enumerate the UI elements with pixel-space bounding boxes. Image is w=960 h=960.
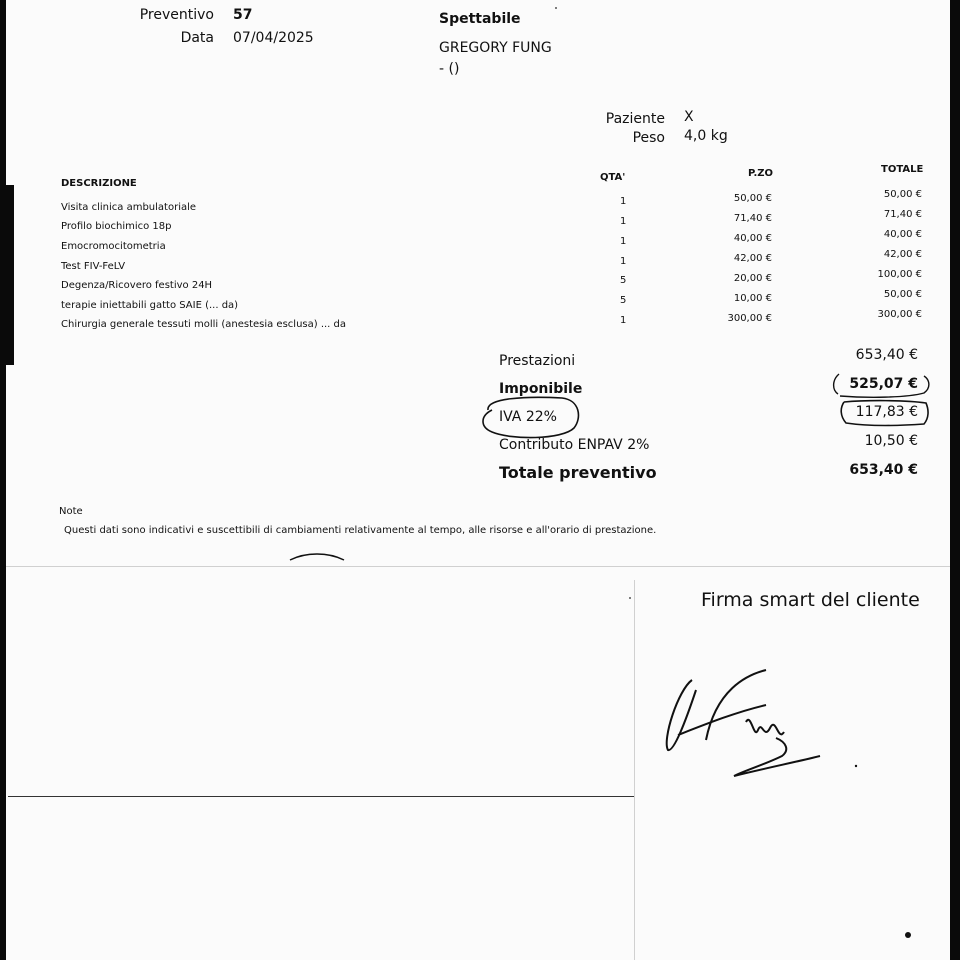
- row-totale: 71,40 €: [883, 209, 922, 220]
- row-pzo: 20,00 €: [733, 273, 772, 284]
- row-description: Profilo biochimico 18p: [61, 221, 172, 232]
- client-extra: - (): [439, 61, 460, 77]
- notes-title: Note: [59, 506, 83, 517]
- row-pzo: 300,00 €: [727, 313, 772, 324]
- scan-specks: [6, 0, 950, 960]
- spettabile-label: Spettabile: [439, 11, 521, 27]
- row-totale: 50,00 €: [883, 289, 922, 300]
- preventivo-label: Preventivo: [139, 7, 214, 23]
- client-name: GREGORY FUNG: [439, 40, 552, 56]
- row-totale: 300,00 €: [877, 309, 922, 320]
- paziente-value: X: [684, 109, 694, 125]
- iva-value: 117,83 €: [855, 404, 918, 420]
- imponibile-label: Imponibile: [499, 381, 583, 397]
- row-totale: 50,00 €: [883, 189, 922, 200]
- col-header-totale: TOTALE: [881, 164, 924, 175]
- row-pzo: 71,40 €: [733, 213, 772, 224]
- row-description: Test FIV-FeLV: [61, 261, 126, 272]
- prestazioni-label: Prestazioni: [499, 353, 576, 369]
- row-pzo: 40,00 €: [733, 233, 772, 244]
- notes-text: Questi dati sono indicativi e suscettibili di cambiamenti relativamente al tempo, alle risorse e all'orario di prestazione.: [64, 525, 657, 536]
- row-qta: 5: [620, 275, 627, 286]
- quote-document: [6, 0, 950, 960]
- row-pzo: 50,00 €: [733, 193, 772, 204]
- data-value: 07/04/2025: [233, 30, 314, 46]
- row-totale: 40,00 €: [883, 229, 922, 240]
- col-header-descrizione: DESCRIZIONE: [61, 178, 137, 189]
- row-description: Visita clinica ambulatoriale: [61, 202, 197, 213]
- preventivo-number: 57: [233, 7, 253, 23]
- row-qta: 5: [620, 295, 627, 306]
- totale-value: 653,40 €: [849, 462, 918, 478]
- totale-label: Totale preventivo: [499, 463, 657, 482]
- iva-label: IVA 22%: [499, 409, 557, 425]
- imponibile-value: 525,07 €: [849, 376, 918, 392]
- row-description: Emocromocitometria: [61, 241, 166, 252]
- row-totale: 100,00 €: [877, 269, 922, 280]
- row-qta: 1: [620, 315, 627, 326]
- signature-label: Firma smart del cliente: [701, 589, 920, 611]
- enpav-value: 10,50 €: [864, 433, 918, 449]
- paziente-label: Paziente: [605, 111, 665, 127]
- peso-label: Peso: [632, 130, 665, 146]
- row-pzo: 42,00 €: [733, 253, 772, 264]
- row-description: Degenza/Ricovero festivo 24H: [61, 280, 213, 291]
- row-qta: 1: [620, 216, 627, 227]
- row-description: Chirurgia generale tessuti molli (anestesia esclusa) ... da: [61, 319, 347, 330]
- col-header-pzo: P.ZO: [748, 168, 774, 179]
- col-header-qta: QTA': [600, 172, 626, 183]
- prestazioni-value: 653,40 €: [855, 347, 918, 363]
- row-pzo: 10,00 €: [733, 293, 772, 304]
- row-qta: 1: [620, 256, 627, 267]
- peso-value: 4,0 kg: [684, 128, 728, 144]
- row-description: terapie iniettabili gatto SAIE (... da): [61, 300, 239, 311]
- enpav-label: Contributo ENPAV 2%: [499, 437, 650, 453]
- row-qta: 1: [620, 236, 627, 247]
- row-qta: 1: [620, 196, 627, 207]
- row-totale: 42,00 €: [883, 249, 922, 260]
- data-label: Data: [180, 30, 214, 46]
